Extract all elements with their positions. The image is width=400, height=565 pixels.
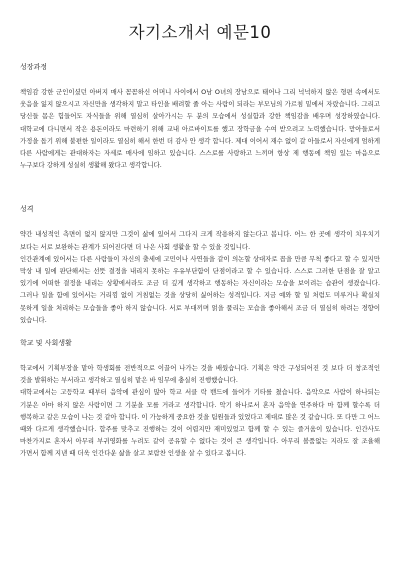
- section-paragraph: 약간 내성적인 측면이 없지 않지만 그것이 삶에 있어서 그다지 크게 작용하지 않는다고 봅니다. 어느 한 곳에 생각이 치우치기 보다는 서로 보완하는 관계가 되어진다면 더 나은 사회 생활을 할 수 있을 것입니다.: [20, 230, 380, 251]
- document-title: 자기소개서 예문10: [128, 23, 272, 42]
- section-paragraph: 책임감 강한 군인이셨던 아버지 매사 꼼꼼하신 어머니 사이에서 O남 O녀의 장남으로 태어나 그리 넉넉하지 않은 형편 속에서도 웃음을 잃지 않으시고 자신만을 생각하지 말고 타인을 배려할 줄 아는 사람이 되라는 부모님의 가르침 밑에서 자랐습니다. 그리고 당신들 몸은 힘들어도 자식들을 위해 열심히 살아가시는 두 분의 모습에서 성실함과 강한 책임감을 배우며 성장하였습니다. 대학교에 다니면서 작은 용돈이라도 마련하기 위해 교내 아르바이트를 했고 장학금을 수여 받으려고 노력했습니다. 맏아들로서 가정을 돕기 위해 불편한 일이라도 열심히 해서 한번 더 감사 안 생각 합니다. 제대 이어서 재수 없이 갈 아들로서 자신에게 엄하게 다른 사람에게는 관대하자는 자세로 매사에 임하고 있습니다. 스스로를 사랑하고 느끼며 항상 제 행동에 책임 있는 마음으로 누구보다 강하게 성실히 생활해 왔다고 생각합니다.: [20, 88, 380, 170]
- section-paragraph: 대학교에서는 고등학교 때부터 음악에 관심이 많아 학교 서클 락 밴드에 들어가 기타를 쳤습니다. 음악으로 사람이 하나되는 기분은 아마 하지 않은 사람이면 그 기분을 모를 거라고 생각합니다. 악기 하나로서 혼자 음악을 연주하다 마 함께 할수록 더 행복하고 같은 모습이 나는 것 같아 합니다. 이 가능하게 중요한 것을 팀원들과 있었다고 제대로 많은 것 같습니다. 또 다만 그 어느 때와 다르게 생각했습니다. 합주를 맞추고 진행하는 것이 어렵지만 재미있었고 함께 할 수 있는 즐거움이 있습니다. 인간사도 마찬가지로 혼자서 아무리 부귀영화를 누려도 같이 공유할 수 없다는 것이 큰 생각입니다. 아무리 볼품없는 지라도 잘 조율해 가면서 함께 지낸 때 더욱 인간다운 삶을 살고 보람찬 인생을 살 수 있다고 봅니다.: [20, 388, 380, 458]
- section-character: [20, 205, 380, 326]
- section-paragraph: 학교에서 기획부장을 맡아 학생회를 전반적으로 이끌어 나가는 것을 배웠습니다. 기획은 약간 구성되어진 것 보다 더 창조적인 것을 발휘하는 부서라고 생각하고 열심히 맡은 바 임무에 충실히 진행했습니다.: [20, 364, 380, 385]
- section-heading: 성격: [20, 205, 34, 214]
- section-heading: 성장과정: [20, 63, 48, 71]
- section-school-social: [20, 339, 380, 460]
- section-growth: [20, 63, 380, 171]
- section-paragraph: 인간관계에 있어서는 다른 사람들이 자신의 출세에 고민이나 사연들을 같이 의논할 상대자로 꼽을 만큼 무척 좋다고 할 수 있지만 막상 내 일에 판단해서는 선뜻 결정을 내리지 못하는 우유부단함이 단점이라고 할 수 있습니다. 스스로 그러한 단점을 잘 알고 있기에 어떠한 결정을 내리는 상황에서라도 조금 더 깊게 생각하고 행동하는 자신이라는 모습을 보이려는 습관이 생겼습니다. 그러나 일을 함에 있어서는 거리낌 없이 거침없는 것을 상당히 싫어하는 성격입니다. 지금 예와 할 일 처럼도 미루거나 확실치 못하게 일을 처리하는 모습들을 좋아 하지 않습니다. 서로 부대끼며 얽을 풀리는 모습을 좋아해서 조금 더 열심히 하려는 경향이 있습니다.: [20, 254, 380, 324]
- section-heading: 학교 및 사회생활: [20, 339, 72, 348]
